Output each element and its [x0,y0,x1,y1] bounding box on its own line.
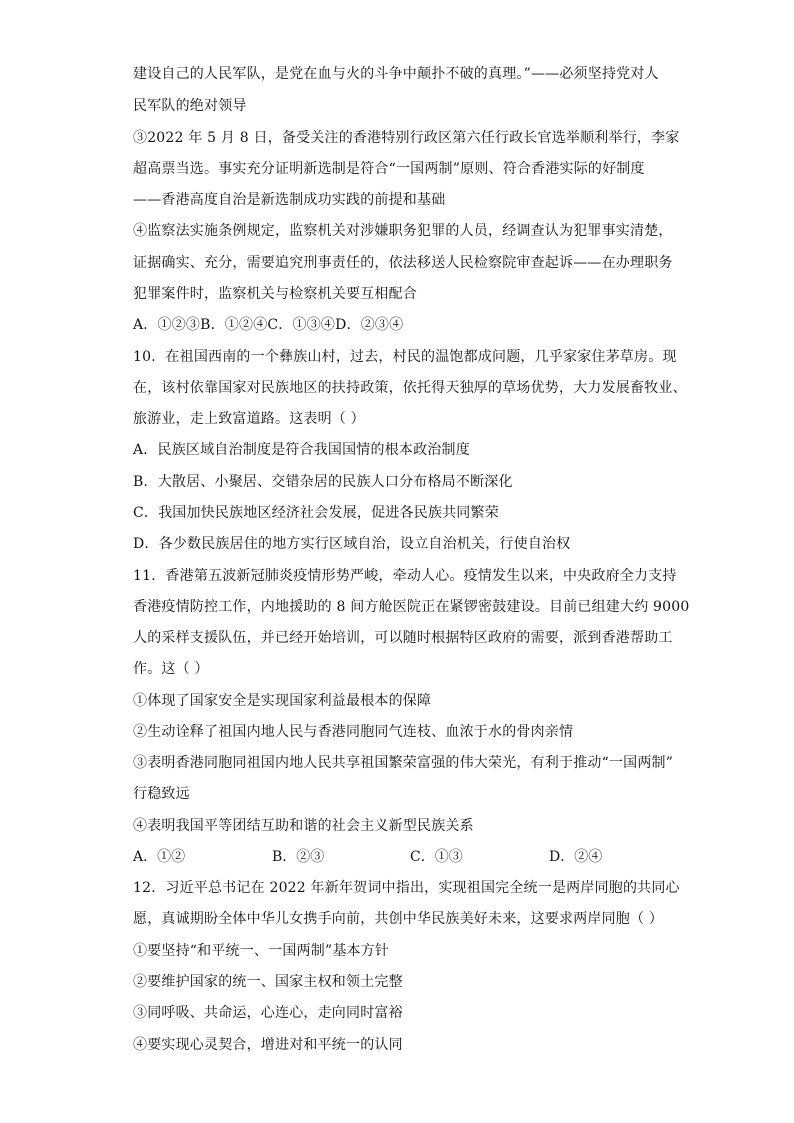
q11-item-1: ①体现了国家安全是实现国家利益最根本的保障 [133,693,432,709]
q9-options: A．①②③B．①②④C．①③④D．②③④ [133,317,404,333]
q9-item3-line-2: 超高票当选。事实充分证明新选制是符合“一国两制”原则、符合香港实际的好制度 [133,161,645,177]
q11-option-c: C．①③ [410,849,463,865]
q10-stem-line-3: 旅游业，走上致富道路。这表明（ ） [133,411,365,427]
q11-item-3-line-2: 行稳致远 [133,786,190,802]
q10-stem-line-1: 10．在祖国西南的一个彝族山村，过去，村民的温饱都成问题，几乎家家住茅草房。现 [133,349,677,365]
q11-item-3-line-1: ③表明香港同胞同祖国内地人民共享祖国繁荣富强的伟大荣光，有利于推动“一国两制” [133,755,674,771]
q9-item4-line-3: 犯罪案件时，监察机关与检察机关要互相配合 [133,286,417,302]
q9-item3-line-3: ——香港高度自治是新选制成功实践的前提和基础 [133,192,446,208]
continuation-line-1: 建设自己的人民军队，是党在血与火的斗争中颠扑不破的真理。”——必须坚持党对人 [133,66,659,82]
q11-option-a: A．①② [133,849,186,865]
q9-item3-line-1: ③2022 年 5 月 8 日，备受关注的香港特别行政区第六任行政长官选举顺利举行，李家 [133,130,680,146]
q11-option-d: D．②④ [549,849,603,865]
q9-item4-line-1: ④监察法实施条例规定，监察机关对涉嫌职务犯罪的人员，经调查认为犯罪事实清楚， [133,223,673,239]
q12-stem-line-2: 愿，真诚期盼全体中华儿女携手向前，共创中华民族美好未来，这要求两岸同胞（ ） [133,911,664,927]
q10-option-c: C．我国加快民族地区经济社会发展，促进各民族共同繁荣 [133,505,499,521]
q11-item-4: ④表明我国平等团结互助和谐的社会主义新型民族关系 [133,818,474,834]
q11-stem-line-1: 11．香港第五波新冠肺炎疫情形势严峻，牵动人心。疫情发生以来，中央政府全力支持 [133,568,677,584]
q11-stem-line-2: 香港疫情防控工作，内地援助的 8 间方舱医院正在紧锣密鼓建设。目前已组建大约 9000 [133,599,690,615]
q12-item-2: ②要维护国家的统一、国家主权和领土完整 [133,974,403,990]
q9-item4-line-2: 证据确实、充分，需要追究刑事责任的，依法移送人民检察院审查起诉——在办理职务 [133,255,673,271]
q10-option-a: A．民族区域自治制度是符合我国国情的根本政治制度 [133,442,470,458]
q12-item-1: ①要坚持“和平统一、一国两制”基本方针 [133,943,390,959]
q12-stem-line-1: 12．习近平总书记在 2022 年新年贺词中指出，实现祖国完全统一是两岸同胞的共同心 [133,880,680,896]
q11-option-b: B．②③ [272,849,325,865]
continuation-line-2: 民军队的绝对领导 [133,98,247,114]
q10-option-d: D．各少数民族居住的地方实行区域自治，设立自治机关，行使自治权 [133,536,571,552]
q12-item-4: ④要实现心灵契合，增进对和平统一的认同 [133,1037,403,1053]
q11-stem-line-4: 作。这（ ） [133,661,209,677]
q11-stem-line-3: 人的采样支援队伍，并已经开始培训，可以随时根据特区政府的需要，派到香港帮助工 [133,630,673,646]
q11-item-2: ②生动诠释了祖国内地人民与香港同胞同气连枝、血浓于水的骨肉亲情 [133,724,574,740]
q10-option-b: B．大散居、小聚居、交错杂居的民族人口分布格局不断深化 [133,474,513,490]
q12-item-3: ③同呼吸、共命运，心连心，走向同时富裕 [133,1005,403,1021]
q10-stem-line-2: 在，该村依靠国家对民族地区的扶持政策，依托得天独厚的草场优势，大力发展畜牧业、 [133,380,687,396]
